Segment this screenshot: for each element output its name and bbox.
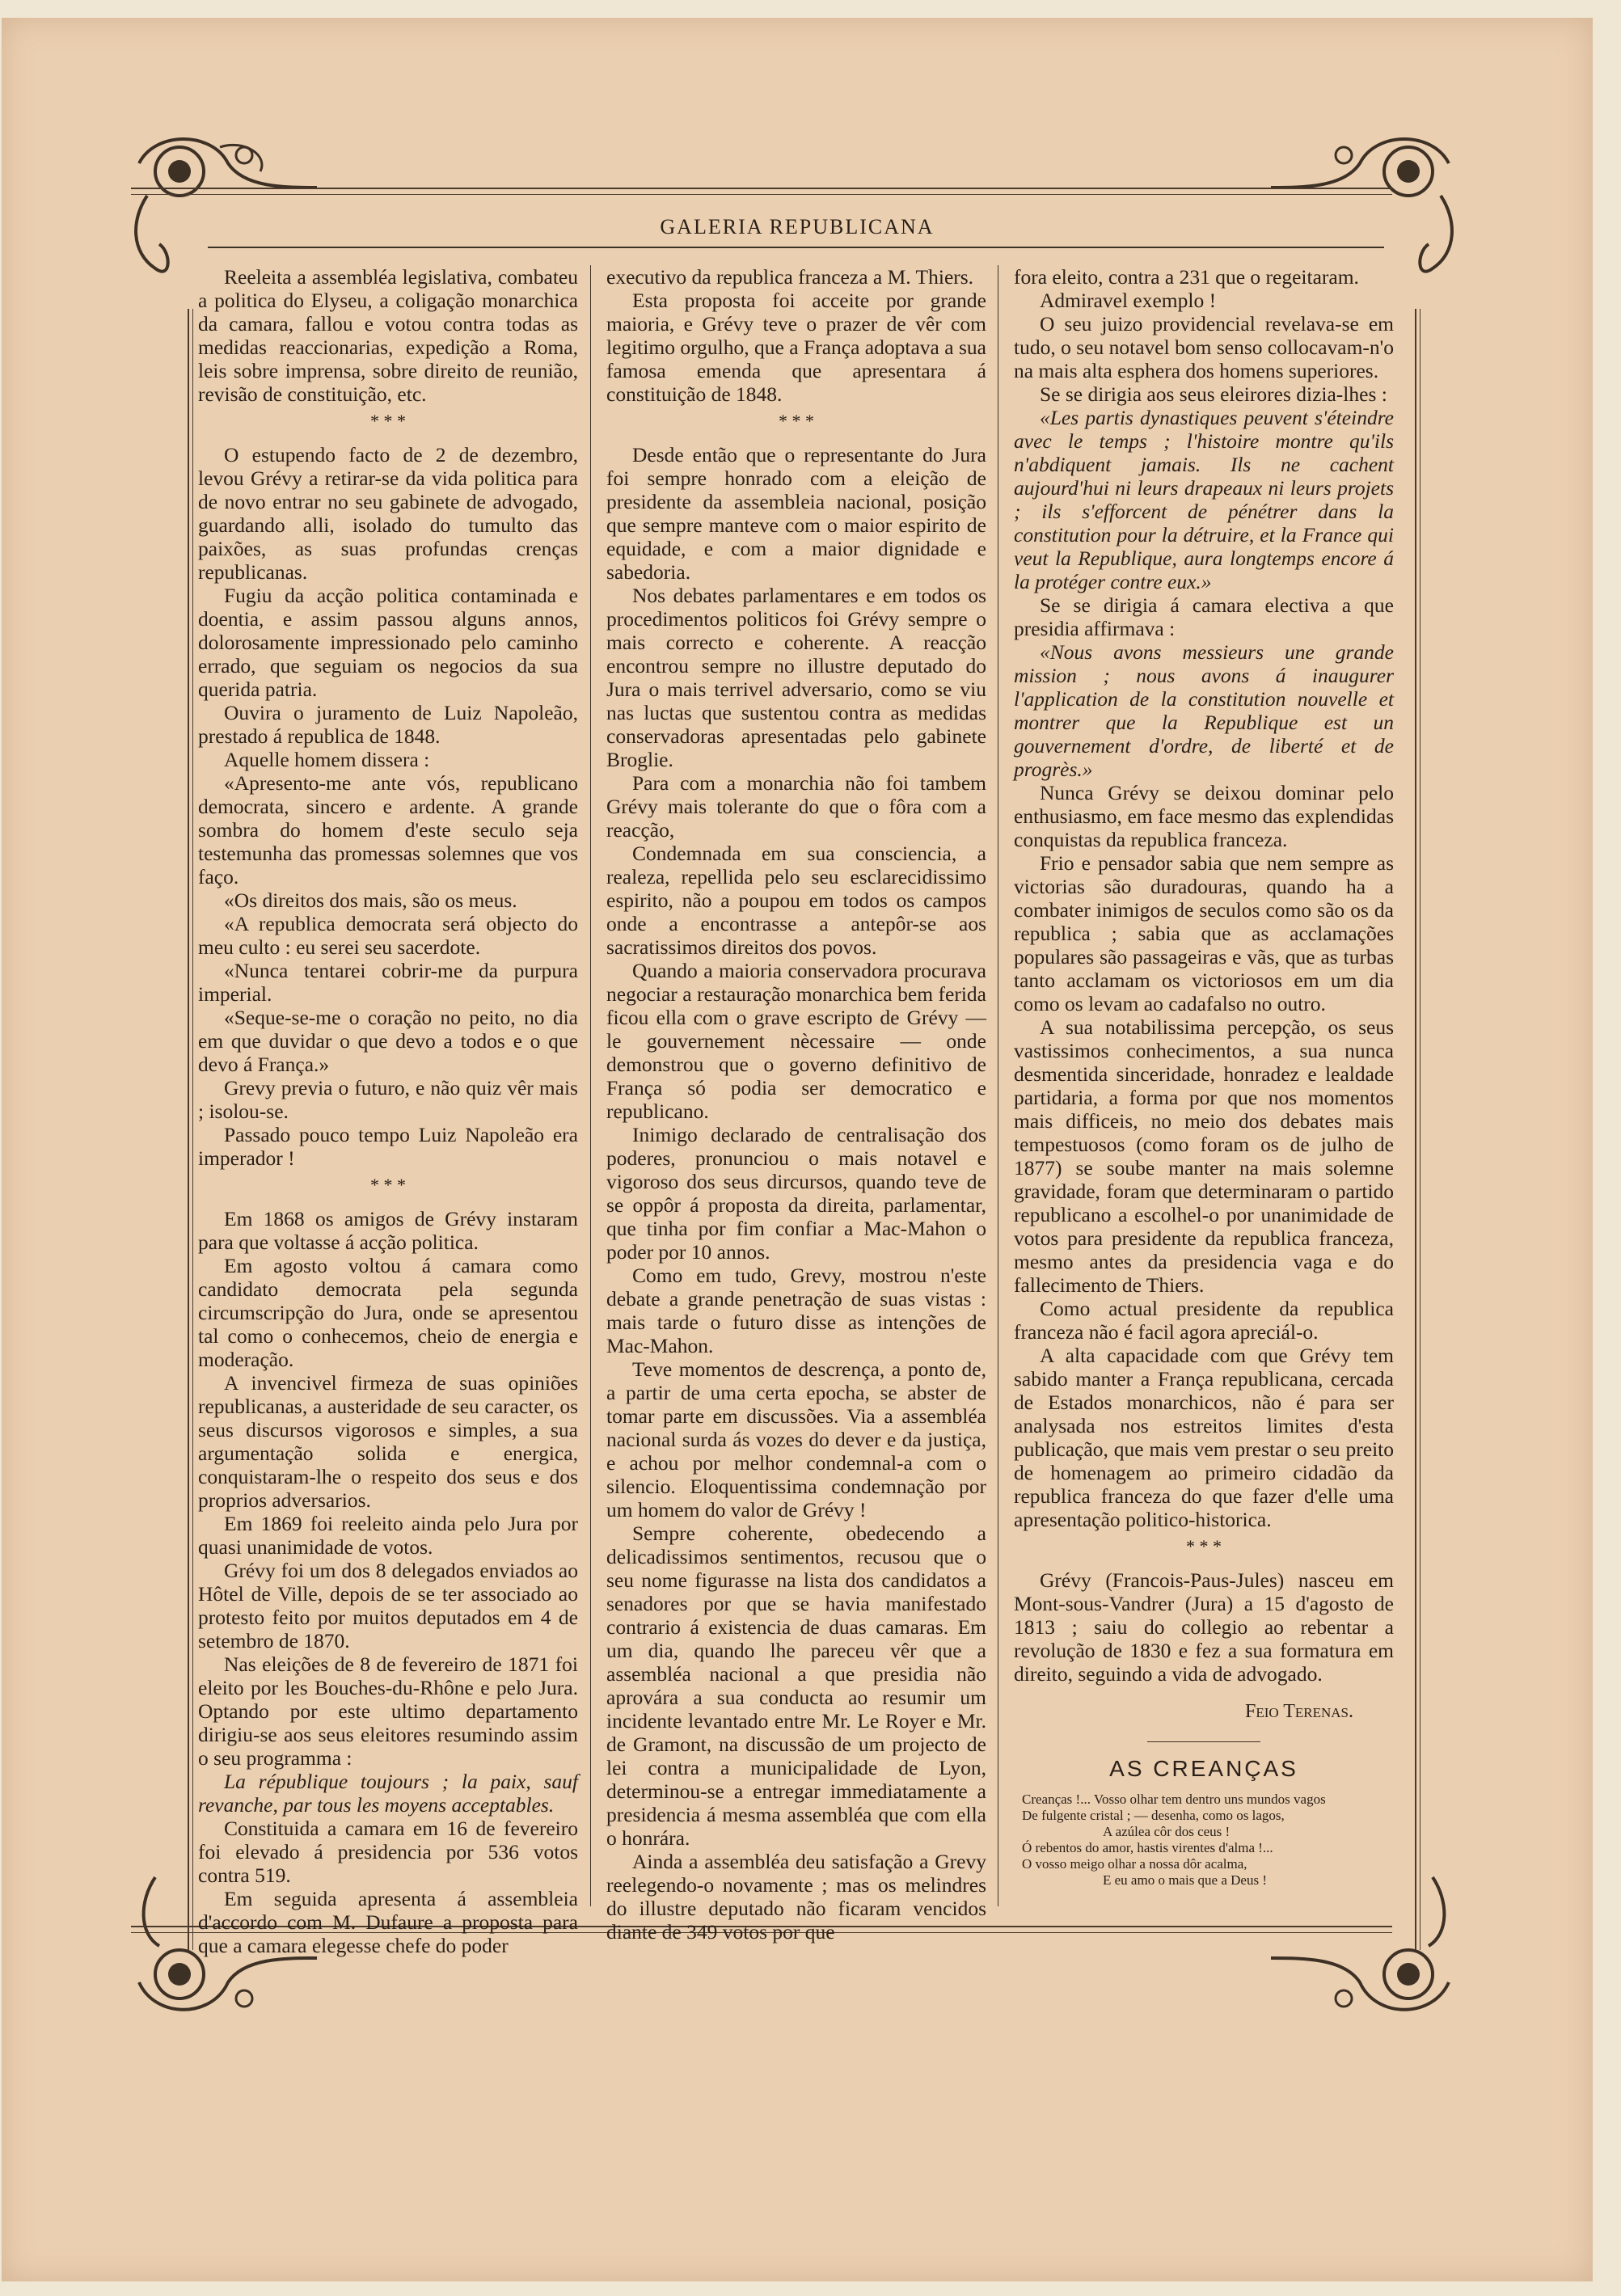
- paragraph: «Apresento-me ante vós, republicano democrata, sincero e ardente. A grande sombra do homem d'este seculo seja testemunha das promessas solemnes que vos faço.: [198, 771, 578, 888]
- section-stars: * * *: [1186, 1536, 1222, 1556]
- header-divider: [208, 247, 1384, 248]
- paragraph: «Seque-se-me o coração no peito, no dia em que duvidar o que devo a todos e o que devo á França.»: [198, 1006, 578, 1076]
- paragraph: Admiravel exemplo !: [1040, 289, 1217, 312]
- section-stars: * * *: [370, 1175, 406, 1195]
- poem-title: AS CREANÇAS: [1109, 1756, 1298, 1781]
- paragraph: Como em tudo, Grevy, mostrou n'este debate a grande penetração de suas vistas : mais tarde o futuro disse as intenções de Mac-Mahon.: [606, 1264, 986, 1357]
- section-stars: * * *: [779, 411, 814, 431]
- paragraph: A alta capacidade com que Grévy tem sabido manter a França republicana, cercada de Estados monarchicos, não é para ser analysada nos estreitos limites d'esta publicação, que mais vem prestar o seu preito de homenagem ao primeiro cidadão da republica franceza do que fazer d'elle uma apresentação politico-historica.: [1014, 1344, 1394, 1531]
- paragraph: Quando a maioria conservadora procurava negociar a restauração monarchica bem ferida ficou ella com o grave escripto de Grévy — le gouvernement nècessaire — onde demonstrou que o governo definitivo de França só podia ser democratico e republicano.: [606, 959, 986, 1123]
- paragraph: Para com a monarchia não foi tambem Grévy mais tolerante do que o fôra com a reacção,: [606, 771, 986, 842]
- section-divider: [1147, 1741, 1260, 1742]
- paragraph: Grévy (Francois-Paus-Jules) nasceu em Mont-sous-Vandrer (Jura) a 15 d'agosto de 1813 ; saiu do collegio ao rebentar a revolução de 1830 e fez a sua formatura em direito, seguindo a vida de advogado.: [1014, 1568, 1394, 1686]
- page-title: GALERIA REPUBLICANA: [660, 215, 935, 238]
- paragraph: O seu juizo providencial revelava-se em tudo, o seu notavel bom senso collocavam-n'o na mais alta esphera dos homens superiores.: [1014, 312, 1394, 382]
- author-signature: Feio Terenas.: [1244, 1701, 1353, 1722]
- paragraph: Como actual presidente da republica franceza não é facil agora apreciál-o.: [1014, 1297, 1394, 1344]
- paragraph: Em seguida apresenta á assembleia d'accordo com M. Dufaure a proposta para que a camara elegesse chefe do poder: [198, 1887, 578, 1957]
- paragraph: Se se dirigia á camara electiva a que presidia affirmava :: [1014, 593, 1394, 640]
- paragraph: Em agosto voltou á camara como candidato democrata pela segunda circumscripção do Jura, onde se apresentou tal como o conhecemos, cheio de energia e moderação.: [198, 1254, 578, 1371]
- quote-paragraph: «Nous avons messieurs une grande mission ; nous avons á inaugurer l'application de la constitution nouvelle et montrer que la Republique est un gouvernement d'ordre, de liberté et de progrès.»: [1014, 640, 1394, 781]
- paragraph: Reeleita a assembléa legislativa, combateu a politica do Elyseu, a coligação monarchica da camara, fallou e votou contra todas as medidas reaccionarias, expedição a Roma, leis sobre imprensa, sobre direito de reunião, revisão de constituição, etc.: [198, 265, 578, 406]
- paragraph: Aquelle homem dissera :: [224, 748, 430, 771]
- paragraph: Ouvira o juramento de Luiz Napoleão, prestado á republica de 1848.: [198, 701, 578, 748]
- paragraph: A sua notabilissima percepção, os seus vastissimos conhecimentos, a sua nunca desmentida sinceridade, honradez e lealdade partidaria, a forma por que nos momentos mais difficeis, no meio dos debates mais tempestuosos (como foram os de julho de 1877) se soube manter na mais solemne gravidade, foram que determinaram o partido republicano a escolhel-o por unanimidade de votos para presidente da republica franceza, mesmo antes da presidencia vaga e do fallecimento de Thiers.: [1014, 1015, 1394, 1297]
- frame-right-border: [1415, 309, 1420, 1950]
- paragraph: fora eleito, contra a 231 que o regeitaram.: [1014, 265, 1359, 289]
- paragraph: Esta proposta foi acceite por grande maioria, e Grévy teve o prazer de vêr com legitimo orgulho, que a França adoptava a sua famosa emenda que apresentara á constituição de 1848.: [606, 289, 986, 406]
- section-stars: * * *: [370, 411, 406, 431]
- paragraph: Constituida a camara em 16 de fevereiro foi elevado á presidencia por 536 votos contra 519.: [198, 1817, 578, 1887]
- column-divider: [590, 265, 591, 1906]
- paragraph: Em 1868 os amigos de Grévy instaram para que voltasse á acção politica.: [198, 1207, 578, 1254]
- paragraph: A invencivel firmeza de suas opiniões republicanas, a austeridade de seu caracter, os seus discursos vigorosos e simples, a sua argumentação solida e energica, conquistaram-lhe o respeito dos seus e dos proprios adversarios.: [198, 1371, 578, 1512]
- poem-line: Creanças !... Vosso olhar tem dentro uns mundos vagos: [1022, 1792, 1326, 1807]
- paragraph: Teve momentos de descrença, a ponto de, a partir de uma certa epocha, se abster de tomar parte em discussões. Via a assembléa nacional surda ás vozes do dever e da justiça, e achou por melhor condemnal-a com o silencio. Eloquentissima condemnação por um homem do valor de Grévy !: [606, 1357, 986, 1522]
- article-column-3: [1014, 265, 1394, 1889]
- paragraph: O estupendo facto de 2 de dezembro, levou Grévy a retirar-se da vida politica para de novo entrar no seu gabinete de advogado, guardando alli, isolado do tumulto das paixões, as suas profundas crenças republicanas.: [198, 443, 578, 584]
- poem-line: E eu amo o mais que a Deus !: [1103, 1872, 1267, 1888]
- paragraph: «Nunca tentarei cobrir-me da purpura imperial.: [198, 959, 578, 1006]
- paragraph: Nunca Grévy se deixou dominar pelo enthusiasmo, em face mesmo das explendidas conquistas da republica franceza.: [1014, 781, 1394, 851]
- poem-line: De fulgente cristal ; — desenha, como os lagos,: [1022, 1808, 1285, 1823]
- paragraph: «Os direitos dos mais, são os meus.: [224, 888, 517, 912]
- paragraph: Frio e pensador sabia que nem sempre as victorias são duradouras, quando ha a combater inimigos de seculos como são os da republica ; sabia que as acclamações populares são passageiras e vãs, que as turbas tanto acclamam os victoriosos em um dia como os levam ao cadafalso no outro.: [1014, 851, 1394, 1015]
- poem: [1014, 1792, 1394, 1889]
- newspaper-page: [2, 18, 1593, 2281]
- paragraph: Passado pouco tempo Luiz Napoleão era imperador !: [198, 1123, 578, 1170]
- paragraph: Sempre coherente, obedecendo a delicadissimos sentimentos, recusou que o seu nome figurasse na lista dos candidatos a senadores por que se havia manifestado contrario á existencia de duas camaras. Em um dia, quando lhe pareceu vêr que a assembléa nacional a que presidia não aprovára a sua conducta ao resumir um incidente levantado entre Mr. Le Royer e Mr. de Gramont, na discussão de um projecto de lei contra a municipalidade de Lyon, determinou-se a entregar immediatamente a presidencia á mesma assembléa que com ella o honrára.: [606, 1522, 986, 1850]
- paragraph: Condemnada em sua consciencia, a realeza, repellida pelo seu esclarecidissimo espirito, não a poupou em todos os campos onde a encontrasse a antepôr-se aos sacratissimos direitos dos povos.: [606, 842, 986, 959]
- paragraph: «A republica democrata será objecto do meu culto : eu serei seu sacerdote.: [198, 912, 578, 959]
- paragraph: Nas eleições de 8 de fevereiro de 1871 foi eleito por les Bouches-du-Rhône e pelo Jura. Optando por este ultimo departamento dirigiu-se aos seus eleitores resumindo assim o seu programma :: [198, 1652, 578, 1770]
- article-column-2: [606, 265, 986, 1944]
- paragraph: Fugiu da acção politica contaminada e doentia, e assim passou alguns annos, dolorosamente impressionado pelo caminho errado, que seguiam os negocios da sua querida patria.: [198, 584, 578, 701]
- quote-paragraph: La république toujours ; la paix, sauf revanche, par tous les moyens acceptables.: [198, 1770, 578, 1817]
- poem-line: A azúlea côr dos ceus !: [1103, 1824, 1231, 1839]
- paragraph: Nos debates parlamentares e em todos os procedimentos politicos foi Grévy sempre o mais correcto e coherente. A reacção encontrou sempre no illustre deputado do Jura o mais terrivel adversario, como se viu nas luctas que sustentou contra as medidas conservadoras apresentadas pelo gabinete Broglie.: [606, 584, 986, 771]
- paragraph: Se se dirigia aos seus eleirores dizia-lhes :: [1040, 382, 1387, 406]
- ornament-bottom-right: [1263, 1869, 1465, 2031]
- poem-line: Ó rebentos do amor, hastis virentes d'alma !...: [1022, 1840, 1273, 1855]
- article-column-1: [198, 265, 578, 1957]
- poem-line: O vosso meigo olhar a nossa dôr acalma,: [1022, 1856, 1247, 1872]
- paragraph: Desde então que o representante do Jura foi sempre honrado com a eleição de presidente da assembleia nacional, posição que sempre manteve com o maior espirito de equidade, e com a maior dignidade e sabedoria.: [606, 443, 986, 584]
- frame-left-border: [188, 309, 193, 1950]
- paragraph: Em 1869 foi reeleito ainda pelo Jura por quasi unanimidade de votos.: [198, 1512, 578, 1559]
- paragraph: Grevy previa o futuro, e não quiz vêr mais ; isolou-se.: [198, 1076, 578, 1123]
- quote-paragraph: «Les partis dynastiques peuvent s'éteindre avec le temps ; l'histoire montre qu'ils n'abdiquent jamais. Ils ne cachent aujourd'hui ni leurs drapeaux ni leurs projets ; ils s'efforcent de pénétrer dans la constitution pour la détruire, et la France qui veut la Republique, aura longtemps encore á la protéger contre eux.»: [1014, 406, 1394, 593]
- frame-top-border: [131, 188, 1392, 195]
- paragraph: Ainda a assembléa deu satisfação a Grevy reelegendo-o novamente ; mas os melindres do illustre deputado não ficaram vencidos diante de 349 votos por que: [606, 1850, 986, 1944]
- paragraph: executivo da republica franceza a M. Thiers.: [606, 265, 974, 289]
- paragraph: Grévy foi um dos 8 delegados enviados ao Hôtel de Ville, depois de se ter associado ao protesto feito por muitos deputados em 4 de setembro de 1870.: [198, 1559, 578, 1652]
- paragraph: Inimigo declarado de centralisação dos poderes, pronunciou o mais notavel e vigoroso dos seus dircursos, quando teve de se oppôr á proposta da direita, parlamentar, que tinha por fim confiar a Mac-Mahon o poder por 10 annos.: [606, 1123, 986, 1264]
